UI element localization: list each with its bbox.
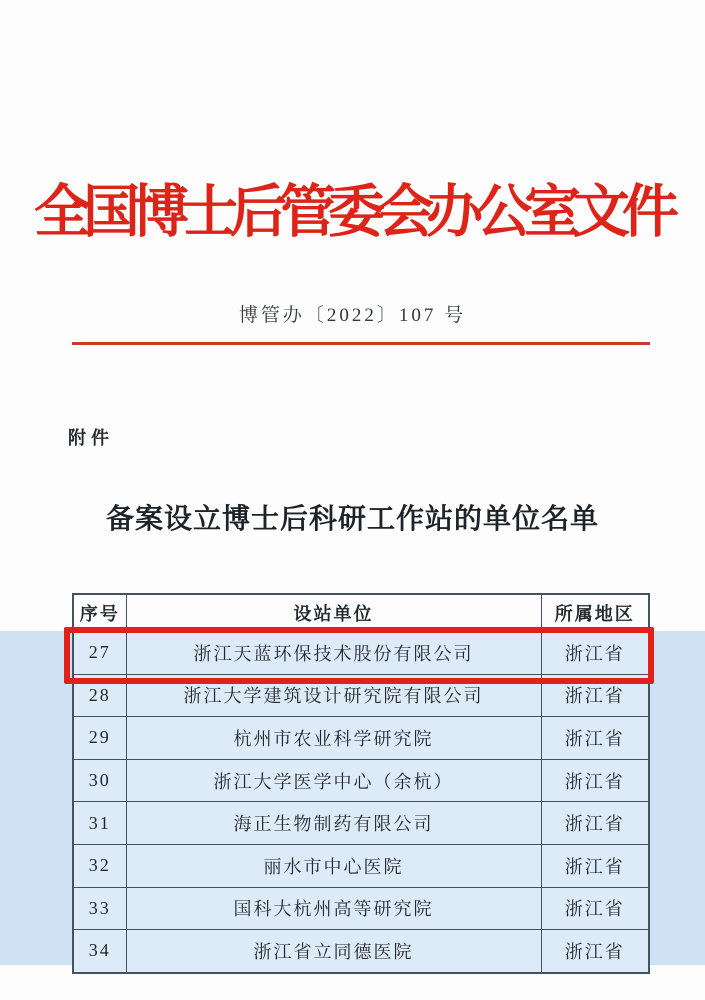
row-region: 浙江省: [541, 887, 649, 930]
row-no: 28: [73, 674, 126, 717]
row-region: 浙江省: [541, 632, 649, 675]
list-title: 备案设立博士后科研工作站的单位名单: [105, 504, 599, 535]
row-unit: 海正生物制药有限公司: [126, 802, 541, 845]
table-row: [73, 717, 649, 760]
row-no: 30: [73, 759, 126, 802]
row-region: 浙江省: [541, 674, 649, 717]
table-row: [73, 844, 649, 887]
row-no: 29: [73, 717, 126, 760]
table-header-row: [73, 594, 649, 632]
row-region: 浙江省: [541, 844, 649, 887]
row-no: 31: [73, 802, 126, 845]
row-no: 27: [73, 632, 126, 675]
row-unit: 浙江省立同德医院: [126, 930, 541, 973]
table-row: [73, 930, 649, 973]
row-region: 浙江省: [541, 717, 649, 760]
row-region: 浙江省: [541, 802, 649, 845]
attachment-label: 附件: [68, 428, 114, 448]
col-header-region: 所属地区: [541, 594, 649, 632]
row-unit: 杭州市农业科学研究院: [126, 717, 541, 760]
row-unit: 浙江大学建筑设计研究院有限公司: [126, 674, 541, 717]
row-no: 34: [73, 930, 126, 973]
row-region: 浙江省: [541, 759, 649, 802]
row-unit: 国科大杭州高等研究院: [126, 887, 541, 930]
table-row: [73, 887, 649, 930]
document-title: 全国博士后管委会办公室文件: [34, 181, 671, 244]
red-divider-line: [72, 342, 650, 345]
units-table: [72, 593, 650, 974]
row-region: 浙江省: [541, 930, 649, 973]
document-number: 博管办〔2022〕107 号: [238, 305, 467, 326]
row-no: 33: [73, 887, 126, 930]
row-no: 32: [73, 844, 126, 887]
col-header-unit: 设站单位: [126, 594, 541, 632]
col-header-no: 序号: [73, 594, 126, 632]
table-row: [73, 759, 649, 802]
row-unit: 浙江天蓝环保技术股份有限公司: [126, 632, 541, 675]
table-row-highlighted: [73, 632, 649, 675]
row-unit: 丽水市中心医院: [126, 844, 541, 887]
table-row: [73, 802, 649, 845]
row-unit: 浙江大学医学中心（余杭）: [126, 759, 541, 802]
table-row: [73, 674, 649, 717]
